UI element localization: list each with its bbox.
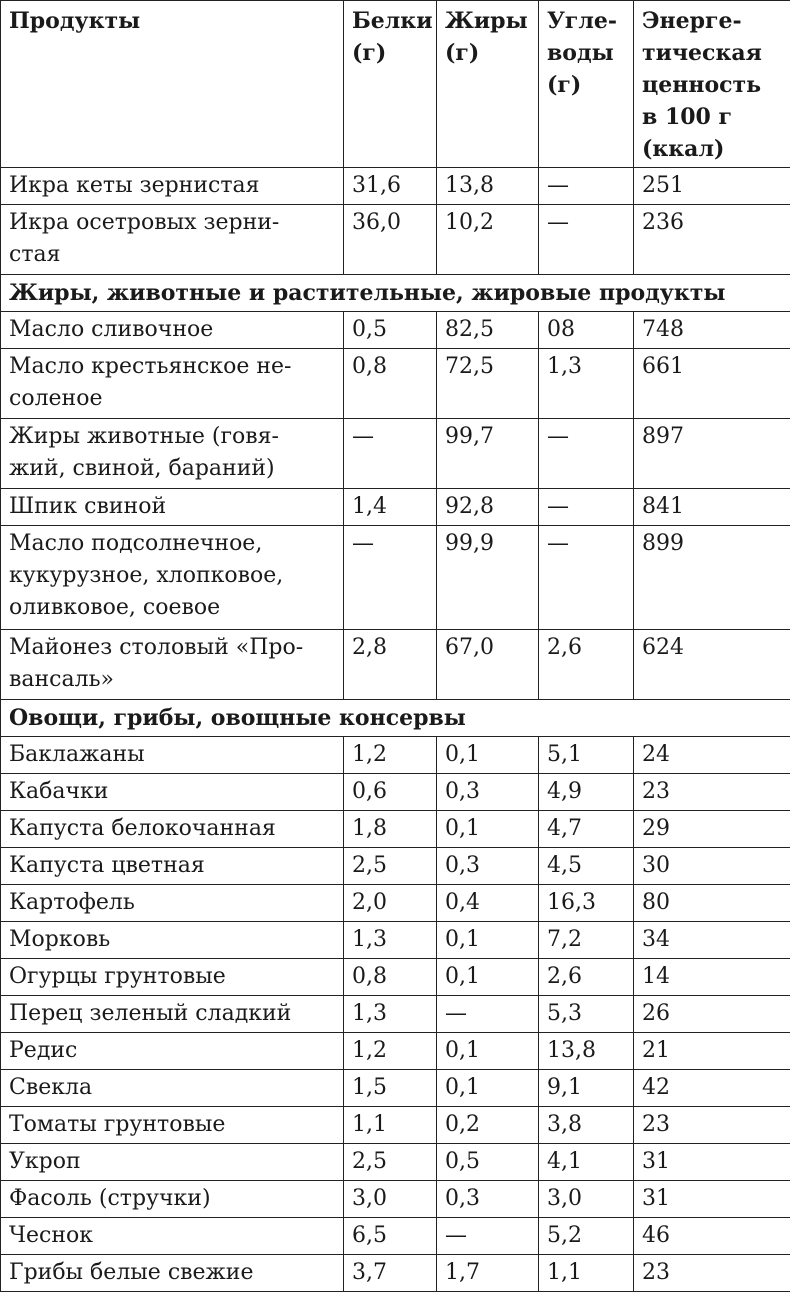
product-name-line: Жиры животные (говя- — [9, 424, 279, 449]
energy-cell: 34 — [634, 922, 790, 959]
header-carbs — [539, 1, 634, 168]
protein-cell: 1,2 — [344, 1033, 437, 1070]
table-row — [1, 737, 790, 774]
protein-cell: 0,5 — [344, 312, 437, 349]
carbs-cell: 5,2 — [539, 1218, 634, 1255]
table-row — [1, 1107, 790, 1144]
product-name-line: кукурузное, хлопковое, — [9, 563, 283, 588]
product-name — [1, 168, 344, 205]
product-name — [1, 1144, 344, 1181]
protein-cell: 3,7 — [344, 1255, 437, 1292]
protein-cell: 0,6 — [344, 774, 437, 811]
product-name — [1, 1033, 344, 1070]
table-row — [1, 885, 790, 922]
protein-cell: 1,8 — [344, 811, 437, 848]
product-name — [1, 848, 344, 885]
protein-cell: 2,8 — [344, 630, 437, 700]
header-fat-line: (г) — [445, 40, 479, 66]
protein-cell: 31,6 — [344, 168, 437, 205]
protein-cell: 1,4 — [344, 489, 437, 526]
carbs-cell: — — [539, 168, 634, 205]
table-row — [1, 1255, 790, 1292]
protein-cell: 0,8 — [344, 349, 437, 419]
protein-cell: 2,5 — [344, 1144, 437, 1181]
protein-cell: 6,5 — [344, 1218, 437, 1255]
protein-cell: 1,3 — [344, 996, 437, 1033]
header-carbs-line: Угле- — [547, 8, 617, 34]
product-name-line: Редис — [9, 1038, 77, 1063]
carbs-cell: 4,1 — [539, 1144, 634, 1181]
fat-cell: 0,2 — [437, 1107, 539, 1144]
product-name-line: стая — [9, 242, 61, 267]
header-energy-line: ценность — [642, 72, 761, 98]
carbs-cell: 5,1 — [539, 737, 634, 774]
carbs-cell: 4,7 — [539, 811, 634, 848]
product-name-line: Морковь — [9, 927, 110, 952]
product-name-line: Шпик свиной — [9, 494, 166, 519]
protein-cell: 1,3 — [344, 922, 437, 959]
protein-cell: 0,8 — [344, 959, 437, 996]
product-name-line: Икра кеты зернистая — [9, 173, 260, 198]
header-protein-line: Белки — [352, 8, 433, 34]
product-name-line: жий, свиной, бараний) — [9, 456, 275, 481]
energy-cell: 23 — [634, 774, 790, 811]
header-product — [1, 1, 344, 168]
product-name-line: Кабачки — [9, 779, 108, 804]
carbs-cell: 08 — [539, 312, 634, 349]
energy-cell: 14 — [634, 959, 790, 996]
carbs-cell: 1,1 — [539, 1255, 634, 1292]
fat-cell: 0,1 — [437, 811, 539, 848]
energy-cell: 26 — [634, 996, 790, 1033]
carbs-cell: — — [539, 489, 634, 526]
table-row — [1, 959, 790, 996]
product-name — [1, 1218, 344, 1255]
product-name — [1, 349, 344, 419]
protein-cell: 36,0 — [344, 205, 437, 275]
table-row — [1, 168, 790, 205]
energy-cell: 748 — [634, 312, 790, 349]
carbs-cell: 13,8 — [539, 1033, 634, 1070]
header-fat — [437, 1, 539, 168]
table-row — [1, 848, 790, 885]
table-row — [1, 1218, 790, 1255]
product-name-line: Икра осетровых зерни- — [9, 210, 279, 235]
carbs-cell: 1,3 — [539, 349, 634, 419]
protein-cell: — — [344, 419, 437, 489]
carbs-cell: 16,3 — [539, 885, 634, 922]
product-name-line: Масло подсолнечное, — [9, 531, 262, 556]
product-name — [1, 526, 344, 630]
energy-cell: 31 — [634, 1181, 790, 1218]
product-name-line: соленое — [9, 386, 103, 411]
energy-cell: 899 — [634, 526, 790, 630]
protein-cell: 3,0 — [344, 1181, 437, 1218]
section-row-fats — [1, 275, 790, 312]
product-name — [1, 312, 344, 349]
energy-cell: 251 — [634, 168, 790, 205]
product-name-line: Картофель — [9, 890, 135, 915]
table-row — [1, 1070, 790, 1107]
fat-cell: 67,0 — [437, 630, 539, 700]
carbs-cell: 9,1 — [539, 1070, 634, 1107]
header-energy-line: (ккал) — [642, 136, 724, 162]
fat-cell: 0,1 — [437, 922, 539, 959]
table-row — [1, 349, 790, 419]
protein-cell: — — [344, 526, 437, 630]
table-row — [1, 996, 790, 1033]
product-name-line: Майонез столовый «Про- — [9, 635, 303, 660]
product-name — [1, 1255, 344, 1292]
header-carbs-line: воды — [547, 40, 614, 66]
fat-cell: 99,7 — [437, 419, 539, 489]
product-name-line: Баклажаны — [9, 742, 145, 767]
fat-cell: 1,7 — [437, 1255, 539, 1292]
header-energy-line: тическая — [642, 40, 762, 66]
energy-cell: 23 — [634, 1255, 790, 1292]
carbs-cell: 3,0 — [539, 1181, 634, 1218]
fat-cell: — — [437, 996, 539, 1033]
fat-cell: 0,1 — [437, 1033, 539, 1070]
fat-cell: 0,1 — [437, 1070, 539, 1107]
energy-cell: 661 — [634, 349, 790, 419]
product-name — [1, 737, 344, 774]
energy-cell: 29 — [634, 811, 790, 848]
fat-cell: 0,1 — [437, 959, 539, 996]
table-row — [1, 1033, 790, 1070]
product-name — [1, 205, 344, 275]
header-fat-line: Жиры — [445, 8, 528, 34]
fat-cell: 92,8 — [437, 489, 539, 526]
carbs-cell: 2,6 — [539, 959, 634, 996]
product-name-line: Фасоль (стручки) — [9, 1186, 211, 1211]
product-name-line: оливковое, соевое — [9, 595, 220, 620]
protein-cell: 2,0 — [344, 885, 437, 922]
carbs-cell: 7,2 — [539, 922, 634, 959]
energy-cell: 897 — [634, 419, 790, 489]
product-name-line: Капуста белокочанная — [9, 816, 276, 841]
table-row — [1, 205, 790, 275]
header-carbs-line: (г) — [547, 72, 581, 98]
table-row — [1, 419, 790, 489]
table-row — [1, 1181, 790, 1218]
fat-cell: 0,4 — [437, 885, 539, 922]
protein-cell: 1,5 — [344, 1070, 437, 1107]
energy-cell: 30 — [634, 848, 790, 885]
product-name-line: Томаты грунтовые — [9, 1112, 225, 1137]
energy-cell: 841 — [634, 489, 790, 526]
energy-cell: 624 — [634, 630, 790, 700]
energy-cell: 23 — [634, 1107, 790, 1144]
product-name-line: Капуста цветная — [9, 853, 205, 878]
table-row — [1, 526, 790, 630]
energy-cell: 80 — [634, 885, 790, 922]
table-row — [1, 630, 790, 700]
product-name-line: Укроп — [9, 1149, 81, 1174]
table-row — [1, 1144, 790, 1181]
carbs-cell: 2,6 — [539, 630, 634, 700]
fat-cell: 0,5 — [437, 1144, 539, 1181]
carbs-cell: — — [539, 526, 634, 630]
product-name — [1, 1181, 344, 1218]
section-title: Овощи, грибы, овощные консервы — [1, 700, 790, 737]
energy-cell: 46 — [634, 1218, 790, 1255]
product-name-line: Свекла — [9, 1075, 92, 1100]
product-name — [1, 959, 344, 996]
fat-cell: — — [437, 1218, 539, 1255]
header-energy-line: Энерге- — [642, 8, 742, 34]
fat-cell: 0,3 — [437, 848, 539, 885]
energy-cell: 24 — [634, 737, 790, 774]
fat-cell: 99,9 — [437, 526, 539, 630]
energy-cell: 21 — [634, 1033, 790, 1070]
fat-cell: 0,3 — [437, 774, 539, 811]
product-name — [1, 1070, 344, 1107]
product-name-line: Масло сливочное — [9, 317, 213, 342]
header-protein — [344, 1, 437, 168]
product-name — [1, 774, 344, 811]
section-row-vegetables — [1, 700, 790, 737]
product-name — [1, 885, 344, 922]
header-row — [1, 1, 790, 168]
energy-cell: 236 — [634, 205, 790, 275]
product-name-line: вансаль» — [9, 667, 114, 692]
table-row — [1, 811, 790, 848]
carbs-cell: — — [539, 419, 634, 489]
table-row — [1, 922, 790, 959]
fat-cell: 10,2 — [437, 205, 539, 275]
energy-cell: 42 — [634, 1070, 790, 1107]
protein-cell: 1,1 — [344, 1107, 437, 1144]
product-name — [1, 922, 344, 959]
product-name-line: Перец зеленый сладкий — [9, 1001, 291, 1026]
product-name-line: Чеснок — [9, 1223, 93, 1248]
product-name — [1, 811, 344, 848]
header-energy-line: в 100 г — [642, 104, 732, 130]
header-product-text: Продукты — [9, 8, 140, 34]
fat-cell: 0,1 — [437, 737, 539, 774]
product-name-line: Огурцы грунтовые — [9, 964, 226, 989]
product-name — [1, 996, 344, 1033]
product-name-line: Масло крестьянское не- — [9, 354, 292, 379]
product-name — [1, 1107, 344, 1144]
table-row — [1, 774, 790, 811]
carbs-cell: 4,9 — [539, 774, 634, 811]
carbs-cell: 4,5 — [539, 848, 634, 885]
header-energy — [634, 1, 790, 168]
section-title: Жиры, животные и растительные, жировые продукты — [1, 275, 790, 312]
carbs-cell: — — [539, 205, 634, 275]
product-name-line: Грибы белые свежие — [9, 1260, 253, 1285]
product-name — [1, 630, 344, 700]
carbs-cell: 3,8 — [539, 1107, 634, 1144]
table-row — [1, 312, 790, 349]
fat-cell: 82,5 — [437, 312, 539, 349]
product-name — [1, 489, 344, 526]
table-row — [1, 489, 790, 526]
carbs-cell: 5,3 — [539, 996, 634, 1033]
protein-cell: 2,5 — [344, 848, 437, 885]
energy-cell: 31 — [634, 1144, 790, 1181]
fat-cell: 72,5 — [437, 349, 539, 419]
protein-cell: 1,2 — [344, 737, 437, 774]
product-name — [1, 419, 344, 489]
header-protein-line: (г) — [352, 40, 386, 66]
fat-cell: 13,8 — [437, 168, 539, 205]
fat-cell: 0,3 — [437, 1181, 539, 1218]
